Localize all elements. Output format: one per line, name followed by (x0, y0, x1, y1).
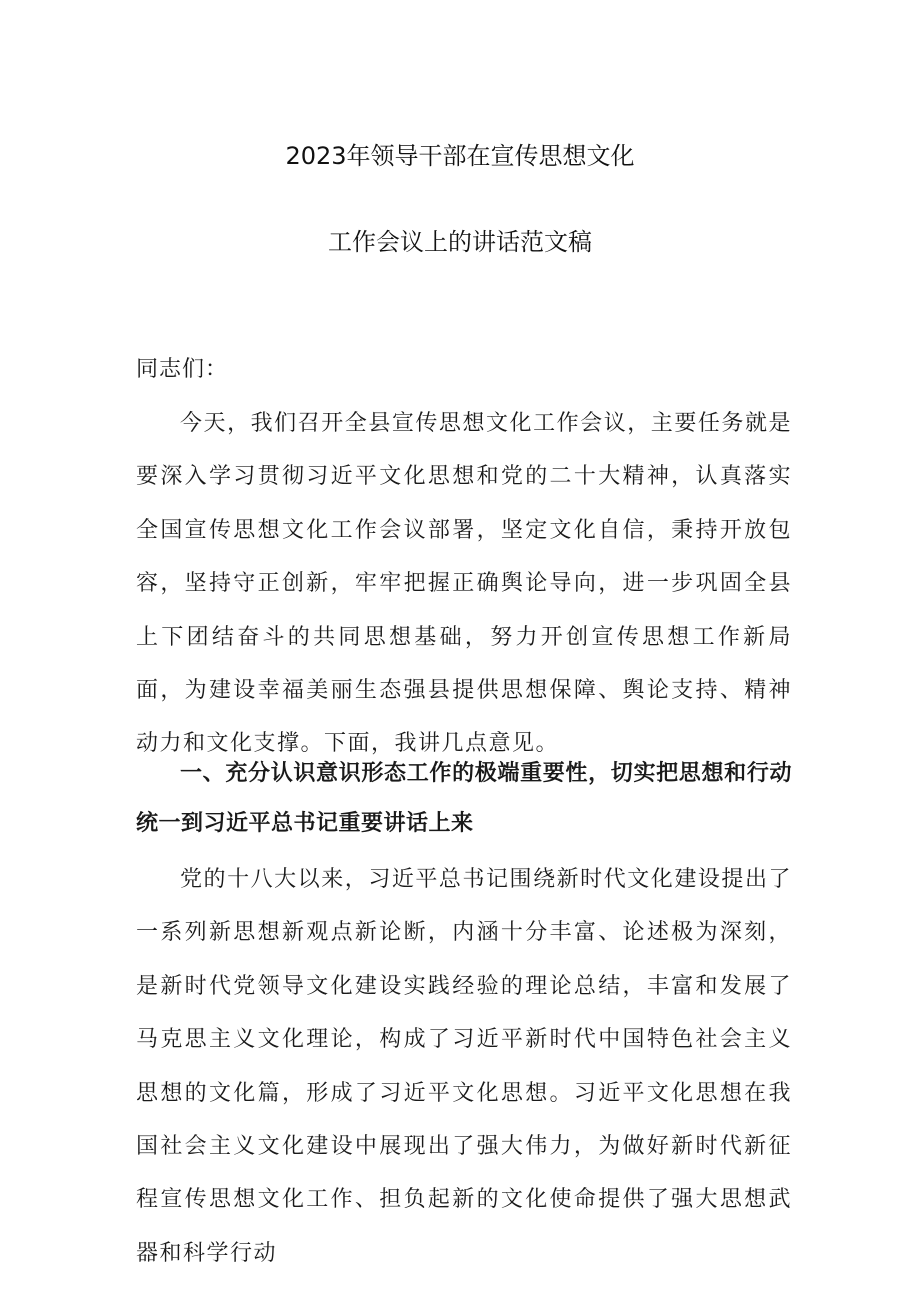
paragraph-section-1: 党的十八大以来，习近平总书记围绕新时代文化建设提出了一系列新思想新观点新论断，内涵十分丰富、论述极为深刻，是新时代党领导文化建设实践经验的理论总结，丰富和发展了马克思主义文化理论，构成了习近平新时代中国特色社会主义思想的文化篇，形成了习近平文化思想。习近平文化思想在我国社会主义文化建设中展现出了强大伟力，为做好新时代新征程宣传思想文化工作、担负起新的文化使命提供了强大思想武器和科学行动 (136, 867, 792, 1266)
paragraph-intro: 今天，我们召开全县宣传思想文化工作会议，主要任务就是要深入学习贯彻习近平文化思想和党的二十大精神，认真落实全国宣传思想文化工作会议部署，坚定文化自信，秉持开放包容，坚持守正创新，牢牢把握正确舆论导向，进一步巩固全县上下团结奋斗的共同思想基础，努力开创宣传思想工作新局面，为建设幸福美丽生态强县提供思想保障、舆论支持、精神动力和文化支撑。下面，我讲几点意见。 (136, 411, 792, 757)
document-title-line-2: 工作会议上的讲话范文稿 (328, 228, 592, 256)
section-heading-1: 一、充分认识意识形态工作的极端重要性，切实把思想和行动统一到习近平总书记重要讲话上来 (136, 761, 792, 836)
document-title-line-1: 2023年领导干部在宣传思想文化 (285, 142, 635, 170)
salutation: 同志们： (136, 357, 229, 382)
